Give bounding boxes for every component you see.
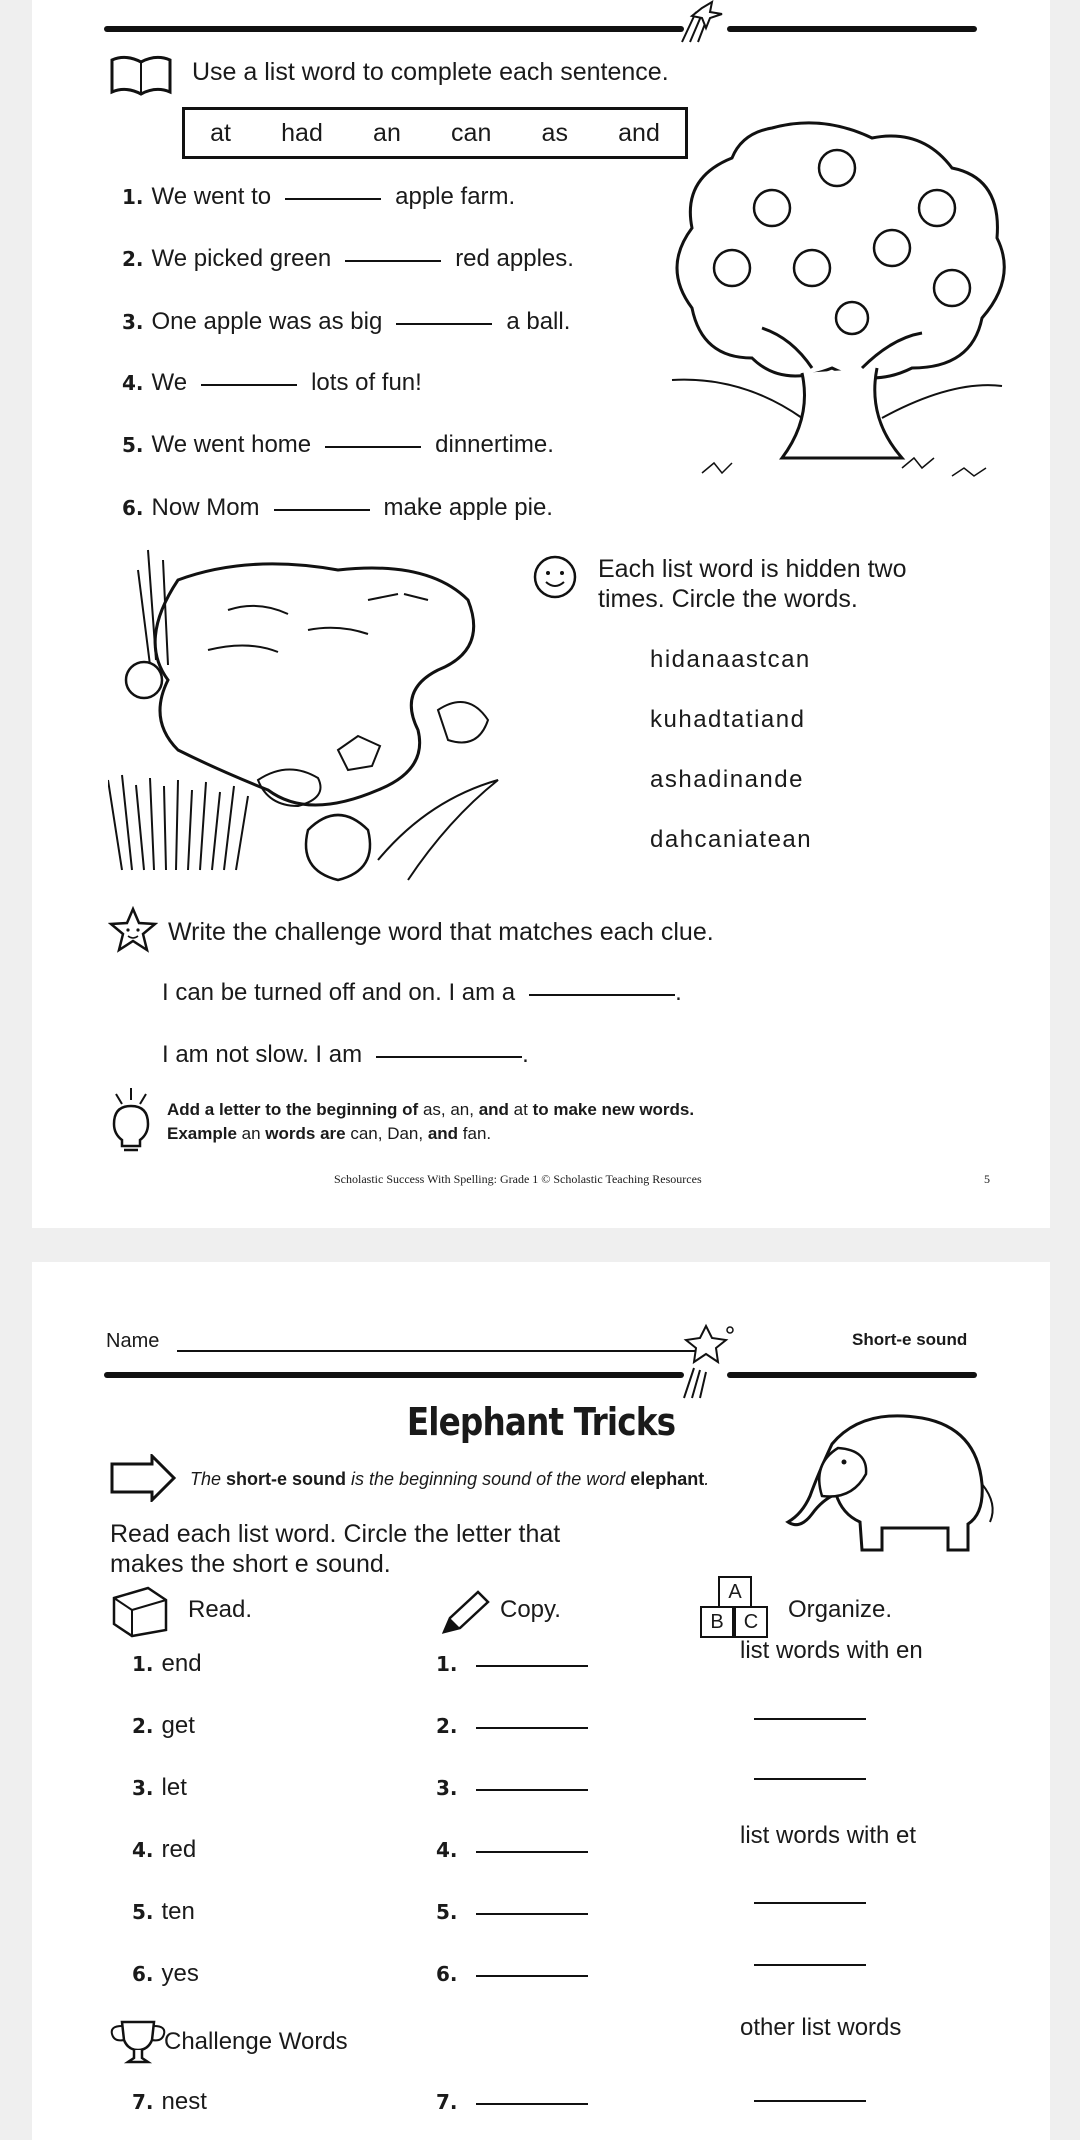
shooting-star-icon — [672, 0, 736, 44]
answer-blank[interactable] — [345, 260, 441, 262]
copy-number: 6. — [436, 1962, 458, 1986]
puzzle-row[interactable]: hidanaastcan — [650, 646, 811, 673]
sentence-4 — [122, 369, 422, 397]
list-word: red — [161, 1836, 197, 1863]
copy-blank[interactable] — [476, 1851, 588, 1853]
intro-bold: elephant — [630, 1469, 705, 1489]
sentence-after: apple farm. — [395, 183, 516, 210]
word-number: 1. — [132, 1652, 154, 1676]
copy-blank[interactable] — [476, 2103, 588, 2105]
sentence-5 — [122, 431, 554, 459]
word-box-item: can — [451, 118, 492, 147]
challenge-word: nest — [161, 2088, 207, 2115]
clue-text: I can be turned off and on. I am a — [162, 979, 516, 1006]
answer-blank[interactable] — [529, 994, 675, 996]
sentence-after: lots of fun! — [311, 369, 422, 396]
column-header-organize: Organize. — [788, 1596, 893, 1623]
organize-blank[interactable] — [754, 2100, 866, 2102]
sentence-before: We picked green — [151, 245, 332, 272]
word-box-item: had — [281, 118, 323, 147]
clue-2 — [162, 1041, 529, 1069]
page-footer: Scholastic Success With Spelling: Grade 1 © Scholastic Teaching Resources — [334, 1172, 702, 1186]
sentence-number: 1. — [122, 185, 144, 209]
clue-end: . — [675, 979, 682, 1006]
read-instruction-line-1: Read each list word. Circle the letter that — [110, 1520, 561, 1548]
sentence-before: Now Mom — [151, 494, 260, 521]
abc-block: B — [700, 1606, 734, 1638]
sentence-after: red apples. — [455, 245, 574, 272]
smiley-icon — [532, 554, 578, 600]
tip-text: and — [473, 1100, 514, 1119]
copy-item — [436, 2088, 588, 2116]
tip-text: Add a letter to the beginning of — [167, 1100, 423, 1119]
word-number: 6. — [132, 1962, 154, 1986]
puzzle-row[interactable]: ashadinande — [650, 766, 804, 793]
word-number: 4. — [132, 1838, 154, 1862]
intro-bold: short-e sound — [226, 1469, 347, 1489]
word-box-item: and — [618, 118, 660, 147]
top-rule — [104, 26, 684, 32]
sentence-before: We went home — [151, 431, 312, 458]
tip-word: at — [513, 1100, 528, 1119]
answer-blank[interactable] — [274, 509, 370, 511]
arrow-icon — [108, 1454, 178, 1502]
challenge-words-heading: Challenge Words — [164, 2028, 348, 2055]
sentence-3 — [122, 308, 570, 336]
copy-item — [436, 1650, 588, 1678]
organize-heading-et: list words with et — [740, 1822, 917, 1849]
list-word: get — [161, 1712, 195, 1739]
abc-block: C — [734, 1606, 768, 1638]
sentence-before: We — [151, 369, 188, 396]
column-header-read: Read. — [188, 1596, 253, 1623]
tip-line-1 — [167, 1100, 694, 1120]
intro-text: . — [704, 1469, 710, 1489]
list-word: let — [161, 1774, 187, 1801]
tip-word: can, Dan, — [350, 1124, 424, 1143]
list-word: end — [161, 1650, 202, 1677]
sentence-before: We went to — [151, 183, 272, 210]
book-icon — [108, 54, 174, 98]
list-item[interactable] — [132, 1960, 199, 1988]
top-rule — [104, 1372, 684, 1378]
copy-item — [436, 1774, 588, 1802]
list-item[interactable] — [132, 1774, 187, 1802]
list-item[interactable] — [132, 1836, 196, 1864]
copy-number: 4. — [436, 1838, 458, 1862]
sentence-after: make apple pie. — [383, 494, 553, 521]
tip-word: fan. — [462, 1124, 492, 1143]
organize-heading-en: list words with en — [740, 1637, 923, 1664]
copy-number: 7. — [436, 2090, 458, 2114]
name-input-line[interactable] — [177, 1350, 702, 1352]
answer-blank[interactable] — [201, 384, 297, 386]
tip-word: an — [241, 1124, 261, 1143]
instruction-complete-sentence: Use a list word to complete each sentence. — [192, 58, 669, 86]
name-label: Name — [106, 1330, 160, 1352]
hidden-words-instruction-line-1: Each list word is hidden two — [598, 555, 907, 583]
page-number: 5 — [984, 1172, 990, 1186]
list-word: yes — [161, 1960, 199, 1987]
copy-blank[interactable] — [476, 1789, 588, 1791]
word-box — [182, 107, 688, 159]
abc-block: A — [718, 1576, 752, 1608]
pencil-icon — [436, 1588, 494, 1638]
list-item[interactable] — [132, 1712, 195, 1740]
sentence-6 — [122, 494, 553, 522]
star-icon — [108, 906, 158, 954]
copy-blank[interactable] — [476, 1975, 588, 1977]
answer-blank[interactable] — [325, 446, 421, 448]
clue-1 — [162, 979, 682, 1007]
tip-text: to make new words. — [527, 1100, 695, 1119]
word-box-item: as — [541, 118, 568, 147]
top-rule-right — [727, 26, 977, 32]
tip-line-2 — [167, 1124, 491, 1144]
intro-text: is the beginning sound of the word — [346, 1469, 631, 1489]
copy-number: 5. — [436, 1900, 458, 1924]
sentence-number: 6. — [122, 496, 144, 520]
clue-text: I am not slow. I am — [162, 1041, 363, 1068]
copy-number: 1. — [436, 1652, 458, 1676]
list-item[interactable] — [132, 1898, 195, 1926]
sentence-2 — [122, 245, 574, 273]
tip-text: Example — [167, 1124, 242, 1143]
sentence-number: 2. — [122, 247, 144, 271]
sentence-after: a ball. — [506, 308, 571, 335]
copy-blank[interactable] — [476, 1913, 588, 1915]
word-number: 5. — [132, 1900, 154, 1924]
word-number: 2. — [132, 1714, 154, 1738]
copy-item — [436, 1712, 588, 1740]
tip-text: words are — [260, 1124, 351, 1143]
answer-blank[interactable] — [376, 1056, 522, 1058]
sentence-number: 4. — [122, 371, 144, 395]
puzzle-row[interactable]: dahcaniatean — [650, 826, 813, 853]
copy-item — [436, 1898, 588, 1926]
organize-blank[interactable] — [754, 1964, 866, 1966]
sentence-1 — [122, 183, 515, 211]
word-number: 7. — [132, 2090, 154, 2114]
shooting-star-icon — [672, 1320, 736, 1400]
sentence-number: 3. — [122, 310, 144, 334]
page-title: Elephant Tricks — [406, 1400, 676, 1444]
sound-label: Short-e sound — [852, 1330, 968, 1349]
intro-text: The — [190, 1469, 227, 1489]
organize-blank[interactable] — [754, 1902, 866, 1904]
word-number: 3. — [132, 1776, 154, 1800]
list-word: ten — [161, 1898, 195, 1925]
sentence-number: 5. — [122, 433, 144, 457]
trophy-icon — [108, 2016, 168, 2068]
tip-word: as, an, — [422, 1100, 474, 1119]
copy-number: 3. — [436, 1776, 458, 1800]
puzzle-row[interactable]: kuhadtatiand — [650, 706, 806, 733]
challenge-instruction: Write the challenge word that matches each clue. — [168, 918, 714, 946]
clue-end: . — [522, 1041, 529, 1068]
list-item[interactable] — [132, 1650, 202, 1678]
copy-item — [436, 1960, 588, 1988]
hidden-words-instruction-line-2: times. Circle the words. — [598, 585, 858, 613]
organize-blank[interactable] — [754, 1718, 866, 1720]
copy-number: 2. — [436, 1714, 458, 1738]
sentence-before: One apple was as big — [151, 308, 383, 335]
tip-text: and — [423, 1124, 463, 1143]
copy-item — [436, 1836, 588, 1864]
word-box-item: an — [373, 118, 401, 147]
elephant-illustration — [772, 1404, 1002, 1554]
worksheet-page-1 — [32, 0, 1050, 1228]
lightbulb-icon — [108, 1086, 154, 1154]
word-box-item: at — [210, 118, 231, 147]
apple-tree-illustration — [652, 118, 1022, 488]
copy-blank[interactable] — [476, 1665, 588, 1667]
list-item[interactable] — [132, 2088, 207, 2116]
top-rule-right — [727, 1372, 977, 1378]
abc-blocks-icon — [692, 1576, 788, 1638]
copy-blank[interactable] — [476, 1727, 588, 1729]
organize-blank[interactable] — [754, 1778, 866, 1780]
column-header-copy: Copy. — [500, 1596, 561, 1623]
intro-sentence — [190, 1469, 709, 1490]
sentence-after: dinnertime. — [435, 431, 554, 458]
read-instruction-line-2: makes the short e sound. — [110, 1550, 391, 1578]
organize-heading-other: other list words — [740, 2014, 902, 2041]
answer-blank[interactable] — [285, 198, 381, 200]
book-icon — [108, 1584, 170, 1638]
worksheet-page-2 — [32, 1262, 1050, 2140]
answer-blank[interactable] — [396, 323, 492, 325]
